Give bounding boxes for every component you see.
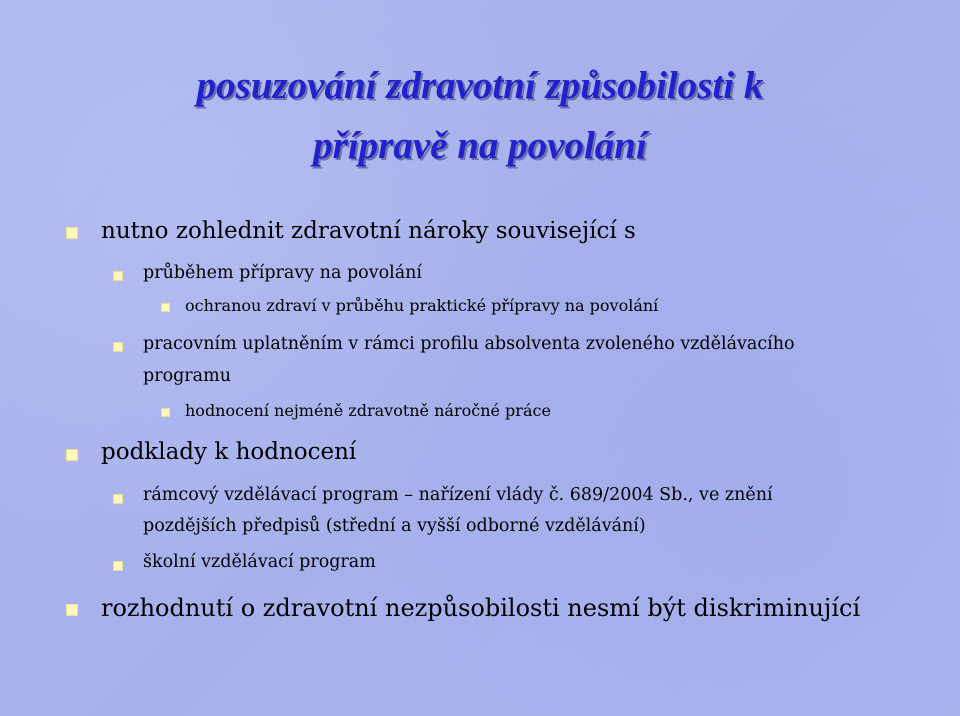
bullet-item: hodnocení nejméně zdravotně náročné práce [185, 401, 551, 420]
bullet-item: nutno zohlednit zdravotní nároky související s [101, 218, 636, 244]
bullet-square-icon [113, 271, 123, 281]
bullet-square-icon [161, 303, 170, 312]
bullet-item: školní vzdělávací program [143, 552, 376, 572]
title-line-2: přípravě na povolání [313, 124, 647, 167]
bullet-item: ochranou zdraví v průběhu praktické přípravy na povolání [185, 296, 659, 315]
bullet-square-icon [66, 227, 78, 239]
bullet-item: podklady k hodnocení [101, 439, 357, 465]
bullet-item: průběhem přípravy na povolání [143, 263, 423, 283]
slide-title [60, 56, 900, 176]
bullet-item: rozhodnutí o zdravotní nezpůsobilosti nesmí být diskriminující [101, 594, 861, 622]
bullet-item-continuation: programu [143, 366, 231, 386]
bullet-square-icon [113, 561, 123, 571]
bullet-square-icon [161, 408, 170, 417]
bullet-item: pracovním uplatněním v rámci profilu absolventa zvoleného vzdělávacího [143, 334, 795, 354]
bullet-item: rámcový vzdělávací program – nařízení vlády č. 689/2004 Sb., ve znění [143, 485, 773, 505]
title-line-1: posuzování zdravotní způsobilosti k [196, 64, 764, 107]
bullet-square-icon [66, 449, 78, 461]
bullet-square-icon [66, 604, 78, 616]
bullet-square-icon [113, 342, 123, 352]
bullet-square-icon [113, 494, 123, 504]
bullet-item-continuation: pozdějších předpisů (střední a vyšší odborné vzdělávání) [143, 516, 646, 536]
